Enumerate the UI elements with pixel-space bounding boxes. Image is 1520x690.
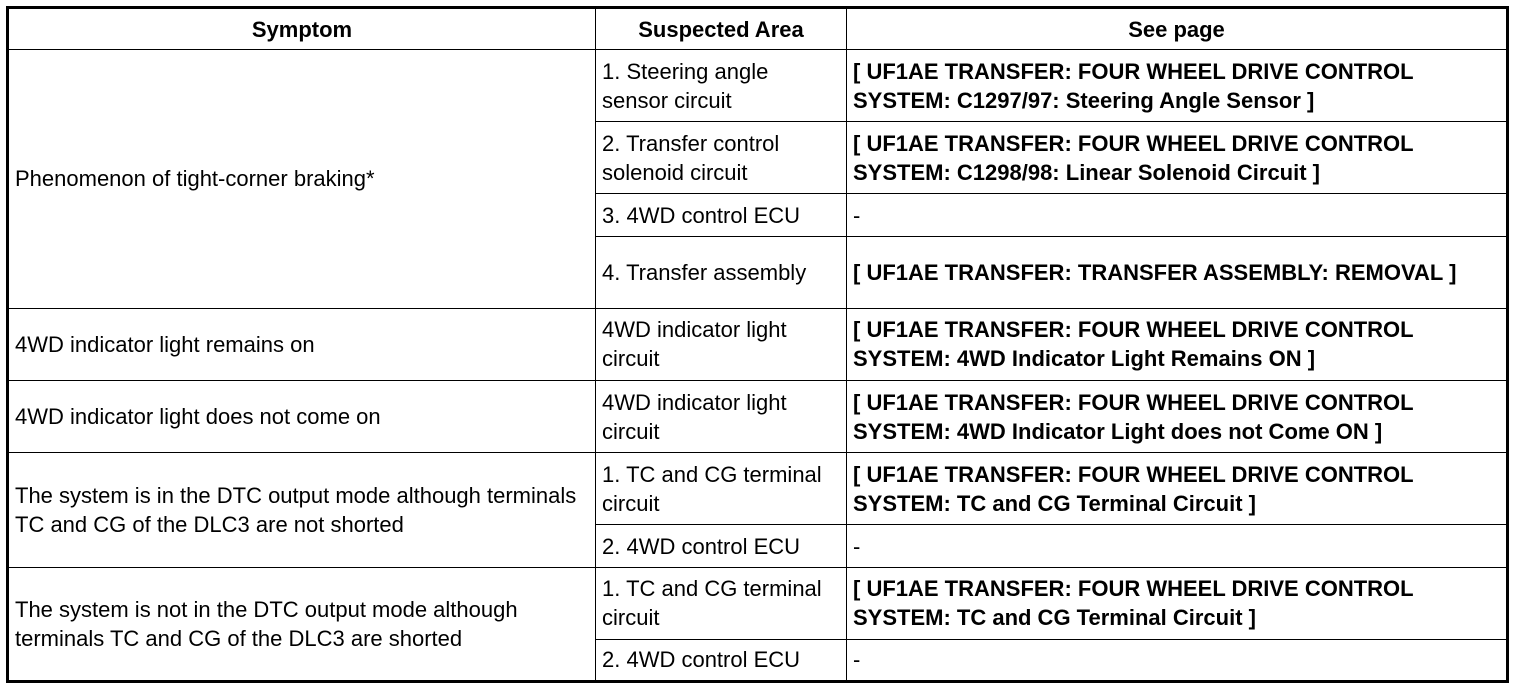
suspected-area-cell: 3. 4WD control ECU	[596, 194, 847, 236]
header-row	[8, 8, 1508, 50]
table-row	[8, 453, 1508, 525]
table-row	[8, 567, 1508, 639]
see-page-link[interactable]: [ UF1AE TRANSFER: FOUR WHEEL DRIVE CONTROL SYSTEM: 4WD Indicator Light does not Come ON ]	[847, 381, 1508, 453]
see-page-link[interactable]: [ UF1AE TRANSFER: TRANSFER ASSEMBLY: REMOVAL ]	[847, 236, 1508, 308]
problem-symptoms-table	[6, 6, 1509, 683]
symptom-cell: The system is not in the DTC output mode although terminals TC and CG of the DLC3 are shorted	[8, 567, 596, 681]
see-page-link[interactable]: [ UF1AE TRANSFER: FOUR WHEEL DRIVE CONTROL SYSTEM: 4WD Indicator Light Remains ON ]	[847, 308, 1508, 380]
see-page-cell: -	[847, 194, 1508, 236]
see-page-link[interactable]: [ UF1AE TRANSFER: FOUR WHEEL DRIVE CONTROL SYSTEM: C1298/98: Linear Solenoid Circuit ]	[847, 122, 1508, 194]
header-see-page: See page	[847, 8, 1508, 50]
symptom-cell: Phenomenon of tight-corner braking*	[8, 50, 596, 309]
symptom-cell: The system is in the DTC output mode although terminals TC and CG of the DLC3 are not shorted	[8, 453, 596, 567]
symptom-cell: 4WD indicator light remains on	[8, 308, 596, 380]
symptom-cell: 4WD indicator light does not come on	[8, 381, 596, 453]
suspected-area-cell: 2. Transfer control solenoid circuit	[596, 122, 847, 194]
see-page-cell: -	[847, 639, 1508, 681]
see-page-cell: -	[847, 525, 1508, 567]
see-page-link[interactable]: [ UF1AE TRANSFER: FOUR WHEEL DRIVE CONTROL SYSTEM: TC and CG Terminal Circuit ]	[847, 453, 1508, 525]
table-row	[8, 50, 1508, 122]
see-page-link[interactable]: [ UF1AE TRANSFER: FOUR WHEEL DRIVE CONTROL SYSTEM: C1297/97: Steering Angle Sensor ]	[847, 50, 1508, 122]
suspected-area-cell: 1. TC and CG terminal circuit	[596, 453, 847, 525]
suspected-area-cell: 4WD indicator light circuit	[596, 381, 847, 453]
suspected-area-cell: 4. Transfer assembly	[596, 236, 847, 308]
header-suspected-area: Suspected Area	[596, 8, 847, 50]
header-symptom: Symptom	[8, 8, 596, 50]
suspected-area-cell: 2. 4WD control ECU	[596, 639, 847, 681]
suspected-area-cell: 1. TC and CG terminal circuit	[596, 567, 847, 639]
suspected-area-cell: 1. Steering angle sensor circuit	[596, 50, 847, 122]
table-row	[8, 308, 1508, 380]
suspected-area-cell: 4WD indicator light circuit	[596, 308, 847, 380]
suspected-area-cell: 2. 4WD control ECU	[596, 525, 847, 567]
table-row	[8, 381, 1508, 453]
see-page-link[interactable]: [ UF1AE TRANSFER: FOUR WHEEL DRIVE CONTROL SYSTEM: TC and CG Terminal Circuit ]	[847, 567, 1508, 639]
